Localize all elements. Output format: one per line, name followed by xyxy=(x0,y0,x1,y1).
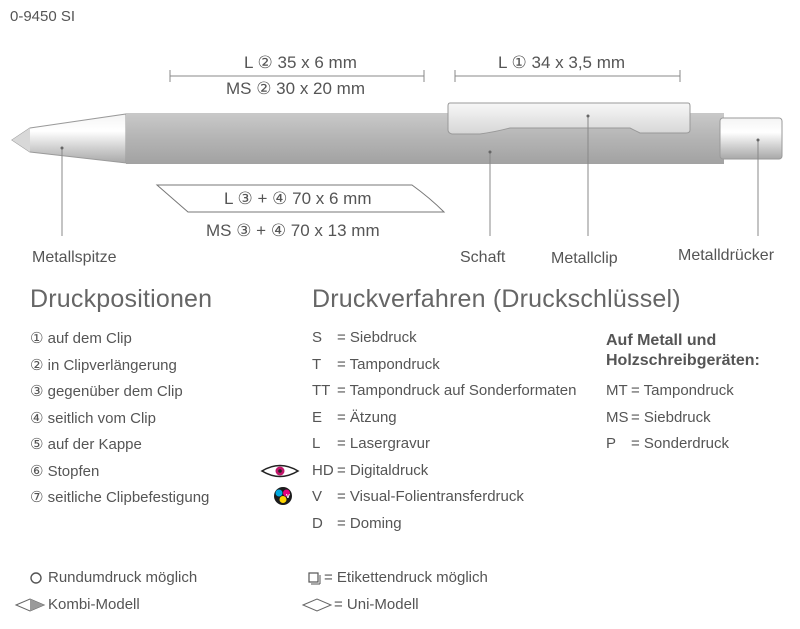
legend-rundum: Rundumdruck möglich xyxy=(48,569,198,586)
list-item: ⑦ seitliche Clipbefestigung xyxy=(30,489,210,506)
methods-title: Druckverfahren (Druckschlüssel) xyxy=(312,285,681,313)
method-desc: = Ätzung xyxy=(337,409,397,426)
list-item: ① auf dem Clip xyxy=(30,330,132,347)
dim-l1: L ① 34 x 3,5 mm xyxy=(498,53,626,72)
dim-l2: L ② 35 x 6 mm xyxy=(244,53,357,72)
method-code: L xyxy=(312,435,321,452)
method-code: E xyxy=(312,409,323,426)
legend-etikett: = Etikettendruck möglich xyxy=(324,569,488,586)
method-desc: = Tampondruck xyxy=(337,356,440,373)
method-code: TT xyxy=(312,382,331,399)
method-desc: = Doming xyxy=(337,515,402,532)
metal-desc: = Sonderdruck xyxy=(631,435,729,452)
part-tip-label: Metallspitze xyxy=(32,249,117,266)
metal-title-line1: Auf Metall und xyxy=(606,332,717,349)
eye-icon xyxy=(262,466,298,477)
method-code: HD xyxy=(312,462,334,479)
metal-desc: = Tampondruck xyxy=(631,382,734,399)
list-item: ② in Clipverlängerung xyxy=(30,357,177,374)
method-code: V xyxy=(312,488,323,505)
positions-title: Druckpositionen xyxy=(30,285,213,313)
part-shaft-label: Schaft xyxy=(460,249,506,266)
method-desc: = Digitaldruck xyxy=(337,462,429,479)
square-open-icon xyxy=(309,573,320,584)
method-desc: = Tampondruck auf Sonderformaten xyxy=(337,382,577,399)
method-code: D xyxy=(312,515,323,532)
list-item: ④ seitlich vom Clip xyxy=(30,410,156,427)
svg-text:V: V xyxy=(286,494,290,500)
method-desc: = Lasergravur xyxy=(337,435,430,452)
visual-transfer-icon xyxy=(274,487,292,505)
circle-open-icon xyxy=(31,573,41,583)
metal-title-line2: Holzschreibgeräten: xyxy=(606,352,760,369)
list-item: ⑥ Stopfen xyxy=(30,463,100,480)
pen-pusher xyxy=(720,118,782,159)
metal-code: MS xyxy=(606,409,629,426)
method-desc: = Visual-Folientransferdruck xyxy=(337,488,524,505)
part-pusher-label: Metalldrücker xyxy=(678,247,775,264)
dim-l34: L ③ + ④ 70 x 6 mm xyxy=(224,189,372,208)
legend-uni: = Uni-Modell xyxy=(334,596,419,613)
part-clip-label: Metallclip xyxy=(551,250,618,267)
method-code: T xyxy=(312,356,322,373)
diamond-half-icon xyxy=(16,599,44,611)
metal-desc: = Siebdruck xyxy=(631,409,711,426)
dim-ms34: MS ③ + ④ 70 x 13 mm xyxy=(206,221,380,240)
metal-code: MT xyxy=(606,382,628,399)
metal-code: P xyxy=(606,435,617,452)
method-code: S xyxy=(312,329,323,346)
method-desc: = Siebdruck xyxy=(337,329,417,346)
list-item: ③ gegenüber dem Clip xyxy=(30,383,183,400)
legend-kombi: Kombi-Modell xyxy=(48,596,140,613)
dim-ms2: MS ② 30 x 20 mm xyxy=(226,79,365,98)
product-code: 0-9450 SI xyxy=(10,8,76,25)
list-item: ⑤ auf der Kappe xyxy=(30,436,142,453)
diamond-outline-icon xyxy=(303,599,331,611)
